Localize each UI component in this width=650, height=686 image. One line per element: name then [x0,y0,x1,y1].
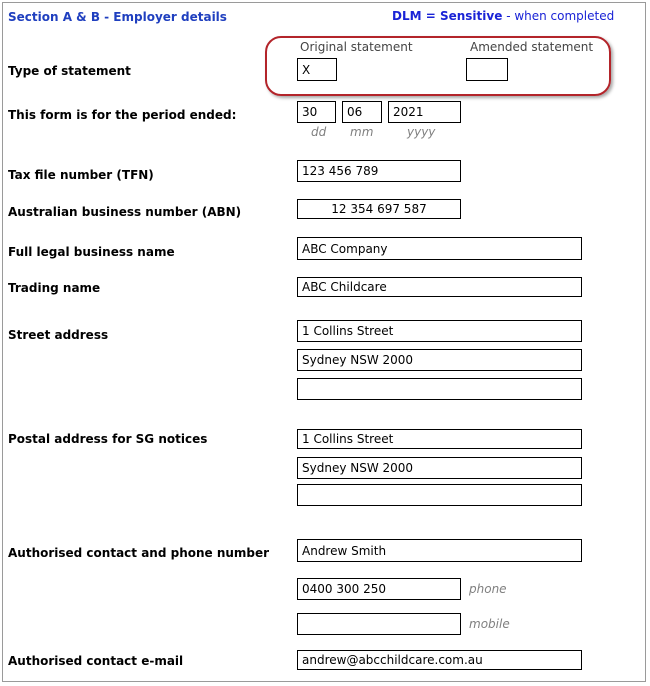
amended-statement-label: Amended statement [470,40,594,54]
tfn-label: Tax file number (TFN) [8,168,154,182]
street-address-label: Street address [8,328,109,342]
type-of-statement-label: Type of statement [8,64,131,78]
phone-hint: phone [469,582,507,596]
postal-address-label: Postal address for SG notices [8,432,208,446]
street-address-line3[interactable] [297,378,582,400]
trading-name-label: Trading name [8,281,101,295]
trading-name-field[interactable] [297,277,582,297]
mobile-hint: mobile [469,617,510,631]
email-label: Authorised contact e-mail [8,654,184,668]
abn-label: Australian business number (ABN) [8,205,242,219]
period-day-field[interactable] [297,101,336,123]
period-month-field[interactable] [342,101,382,123]
postal-address-line1[interactable] [297,429,582,449]
section-title: Section A & B - Employer details [8,10,227,24]
abn-field[interactable] [297,199,461,219]
dlm-suffix: - when completed [506,9,615,23]
period-ended-label: This form is for the period ended: [8,108,237,122]
postal-address-line2[interactable] [297,457,582,479]
year-hint: yyyy [407,125,436,139]
amended-statement-field[interactable] [466,58,508,81]
email-field[interactable] [297,650,582,670]
legal-name-label: Full legal business name [8,245,175,259]
contact-label: Authorised contact and phone number [8,546,270,560]
dlm-classification [392,9,614,23]
tfn-field[interactable] [297,160,461,182]
month-hint: mm [350,125,374,139]
day-hint: dd [311,125,327,139]
dlm-label: DLM = Sensitive [392,9,503,23]
original-statement-field[interactable] [297,58,337,81]
contact-phone-field[interactable] [297,578,461,600]
contact-mobile-field[interactable] [297,613,461,635]
original-statement-label: Original statement [300,40,413,54]
period-year-field[interactable] [388,101,461,123]
contact-name-field[interactable] [297,539,582,562]
legal-name-field[interactable] [297,237,582,260]
street-address-line1[interactable] [297,320,582,342]
postal-address-line3[interactable] [297,484,582,506]
street-address-line2[interactable] [297,349,582,371]
